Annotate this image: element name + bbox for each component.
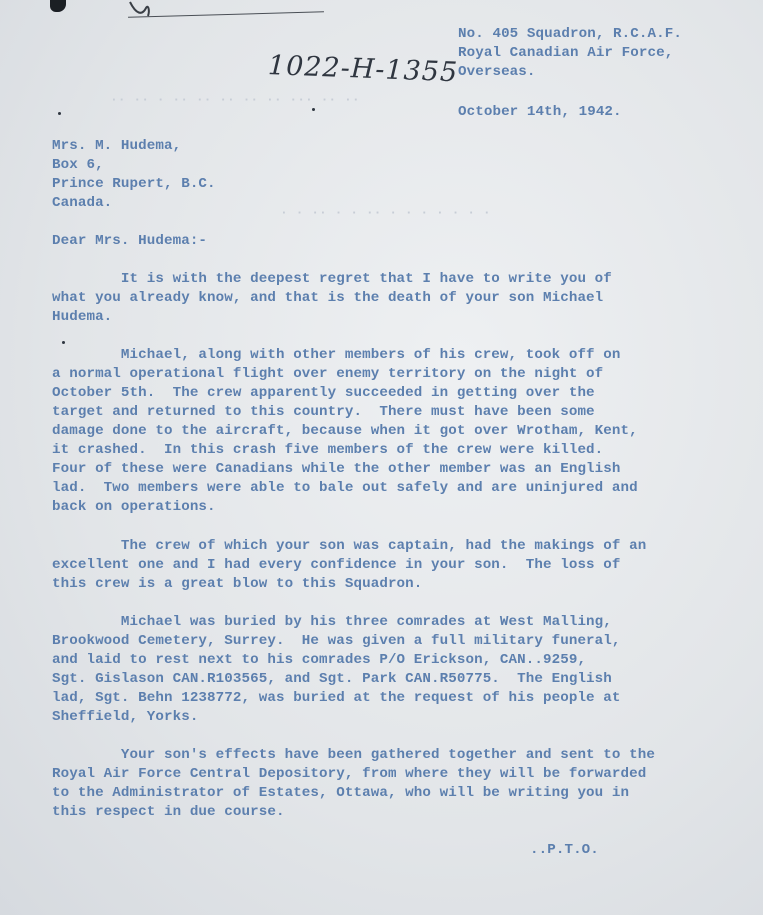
please-turn-over: ..P.T.O. [530,842,599,858]
margin-dot [58,112,61,115]
body-line: Your son's effects have been gathered together and sent to the [52,747,655,763]
air-force-line: Royal Canadian Air Force, [458,45,674,61]
body-line: a normal operational flight over enemy territory on the night of [52,366,604,382]
body-line: target and returned to this country. There must have been some [52,404,595,420]
margin-dot [62,341,65,344]
recipient-country: Canada. [52,195,113,211]
ink-mark [50,0,66,12]
body-line: Sheffield, Yorks. [52,709,199,725]
body-line: Sgt. Gislason CAN.R103565, and Sgt. Park CAN.R50775. The English [52,671,612,687]
letter-date: October 14th, 1942. [458,104,622,120]
body-line: it crashed. In this crash five members of the crew were killed. [52,442,604,458]
body-line: Michael was buried by his three comrades at West Malling, [52,614,612,630]
location-line: Overseas. [458,64,536,80]
body-line: Royal Air Force Central Depository, from where they will be forwarded [52,766,647,782]
body-line: this crew is a great blow to this Squadron. [52,576,423,592]
body-line: lad. Two members were able to bale out safely and are uninjured and [52,480,638,496]
body-line: this respect in due course. [52,804,285,820]
recipient-box: Box 6, [52,157,104,173]
body-line: excellent one and I had every confidence in your son. The loss of [52,557,621,573]
body-line: It is with the deepest regret that I have to write you of [52,271,612,287]
margin-dot [312,108,315,111]
body-line: what you already know, and that is the death of your son Michael [52,290,604,306]
body-line: Michael, along with other members of his crew, took off on [52,347,621,363]
body-line: The crew of which your son was captain, had the makings of an [52,538,647,554]
body-line: damage done to the aircraft, because when it got over Wrotham, Kent, [52,423,638,439]
show-through-text: ·· ·· · ·· ·· ·· ·· ·· ··· ·· ·· [110,92,360,107]
body-line: lad, Sgt. Behn 1238772, was buried at the request of his people at [52,690,621,706]
show-through-text: · · ·· · · ·· · · · · · · · [280,205,491,220]
body-line: and laid to rest next to his comrades P/O Erickson, CAN..9259, [52,652,587,668]
body-line: to the Administrator of Estates, Ottawa, who will be writing you in [52,785,630,801]
body-line: Four of these were Canadians while the other member was an English [52,461,621,477]
squadron-line: No. 405 Squadron, R.C.A.F. [458,26,682,42]
salutation: Dear Mrs. Hudema:- [52,233,208,249]
file-number: 1022-H-1355 [267,50,459,89]
recipient-city: Prince Rupert, B.C. [52,176,216,192]
body-line: Hudema. [52,309,113,325]
body-line: back on operations. [52,499,216,515]
body-line: Brookwood Cemetery, Surrey. He was given a full military funeral, [52,633,621,649]
recipient-name: Mrs. M. Hudema, [52,138,182,154]
body-line: October 5th. The crew apparently succeeded in getting over the [52,385,595,401]
